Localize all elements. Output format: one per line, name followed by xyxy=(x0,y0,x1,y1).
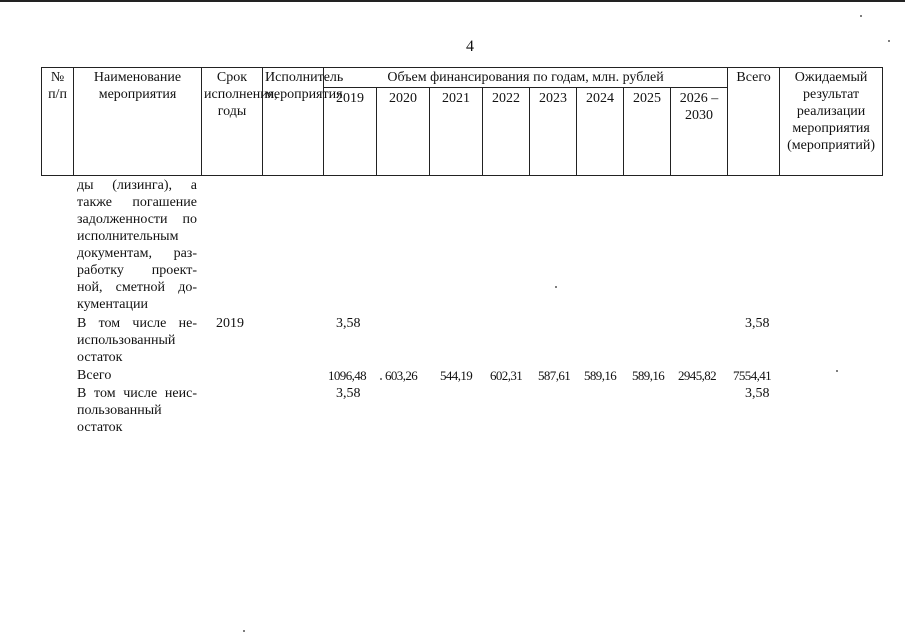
year-header: 2019 xyxy=(324,88,377,176)
text-line: документам, раз- xyxy=(77,246,197,261)
row-total-2023: 587,61 xyxy=(538,368,571,383)
text-line: ды (лизинга), а xyxy=(77,178,197,193)
year-header: 2021 xyxy=(430,88,483,176)
scan-speck xyxy=(380,378,382,380)
row-total-2025: 589,16 xyxy=(632,368,665,383)
year-header: 2020 xyxy=(377,88,430,176)
row-total-unused-2019: 3,58 xyxy=(336,386,361,401)
col-name-header: Наименование мероприятия xyxy=(74,68,202,176)
col-term-header: Срок исполнения, годы xyxy=(202,68,263,176)
text-line: работку проект- xyxy=(77,263,197,278)
text-line: использованный xyxy=(77,333,176,348)
year-header: 2024 xyxy=(577,88,624,176)
year-header: 2022 xyxy=(483,88,530,176)
row-total-2019: 1096,48 xyxy=(328,368,367,383)
row-total-2024: 589,16 xyxy=(584,368,617,383)
year-header: 2025 xyxy=(624,88,671,176)
scan-speck xyxy=(888,40,890,42)
scan-speck xyxy=(555,286,557,288)
row-unused-term: 2019 xyxy=(216,316,244,331)
text-line: кументации xyxy=(77,297,148,312)
row-total-unused-total: 3,58 xyxy=(745,386,770,401)
row-total-total: 7554,41 xyxy=(733,368,772,383)
col-result-header: Ожидаемый результат реализации мероприятия (мероприятий) xyxy=(780,68,883,176)
text-line: В том числе не- xyxy=(77,316,197,331)
row-total-name: Всего xyxy=(77,368,112,383)
text-line: ной, сметной до- xyxy=(77,280,197,295)
table-header xyxy=(41,67,883,176)
text-line: В том числе неис- xyxy=(77,386,197,401)
col-funding-header: Объем финансирования по годам, млн. рублей xyxy=(324,68,728,88)
scan-speck xyxy=(860,15,862,17)
text-line: остаток xyxy=(77,350,123,365)
row-unused-2019: 3,58 xyxy=(336,316,361,331)
text-line: также погашение xyxy=(77,195,197,210)
col-total-header: Всего xyxy=(728,68,780,176)
text-line: задолженности по xyxy=(77,212,197,227)
scan-speck xyxy=(836,370,838,372)
row-total-unused-name xyxy=(77,385,197,436)
text-line: остаток xyxy=(77,420,123,435)
row-unused-name xyxy=(77,315,197,366)
year-header: 2026 – 2030 xyxy=(671,88,728,176)
text-line: исполнительным xyxy=(77,229,179,244)
row-total-2021: 544,19 xyxy=(440,368,473,383)
continuation-text xyxy=(77,177,197,313)
top-rule xyxy=(0,0,905,2)
row-unused-total: 3,58 xyxy=(745,316,770,331)
year-header: 2023 xyxy=(530,88,577,176)
scan-speck xyxy=(243,630,245,632)
col-executor-header: Исполнитель мероприятия xyxy=(263,68,324,176)
page-number: 4 xyxy=(466,38,474,55)
row-total-2022: 602,31 xyxy=(490,368,523,383)
col-no-header: № п/п xyxy=(42,68,74,176)
row-total-2026-2030: 2945,82 xyxy=(678,368,717,383)
text-line: пользованный xyxy=(77,403,162,418)
row-total-2020: 603,26 xyxy=(385,368,418,383)
